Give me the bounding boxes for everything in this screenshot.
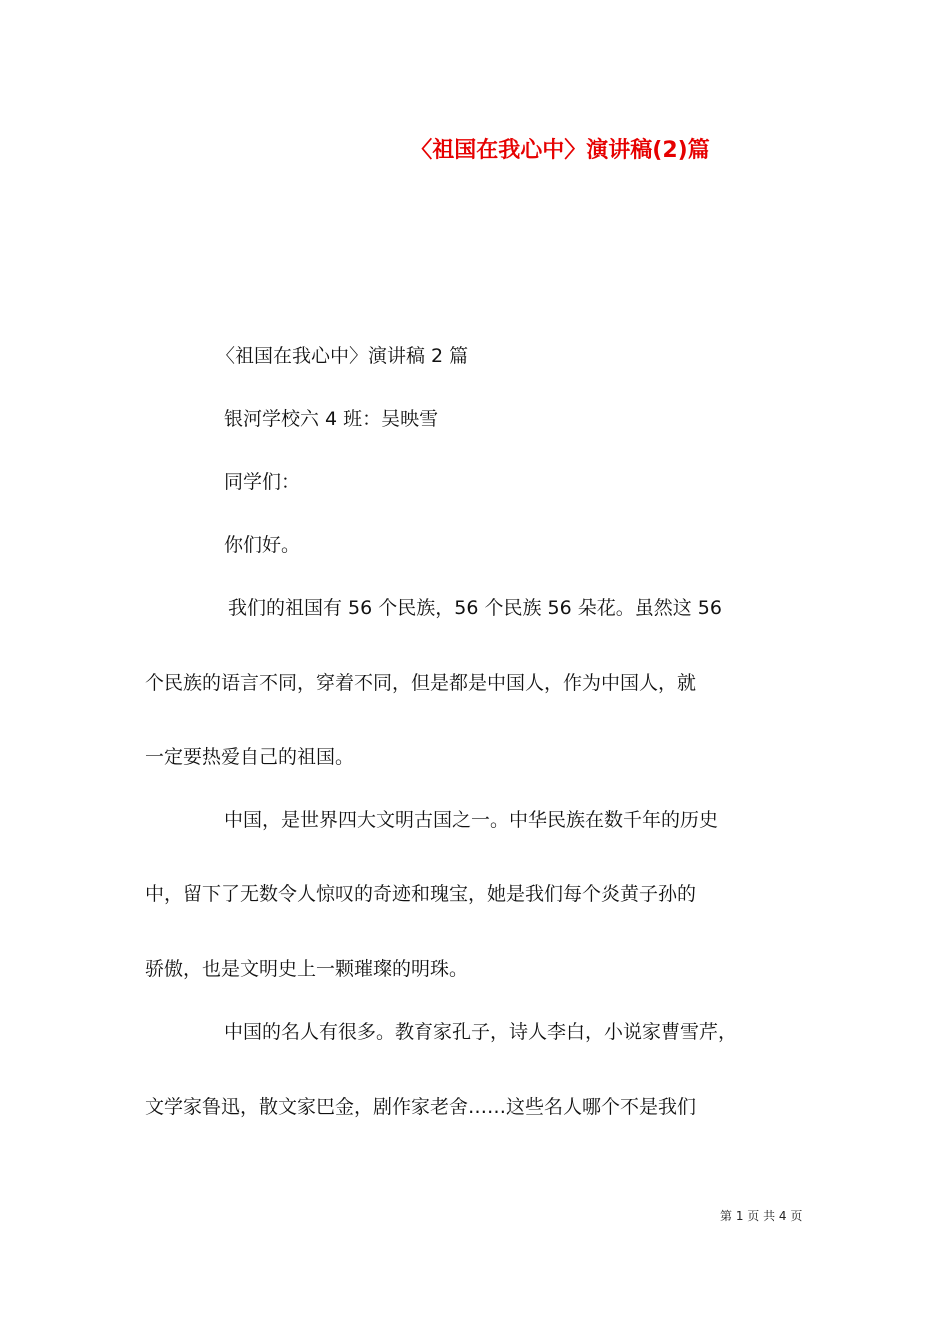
text-line: 银河学校六 4 班：吴映雪 xyxy=(224,408,439,430)
text-line: 中国，是世界四大文明古国之一。中华民族在数千年的历史 xyxy=(224,809,719,831)
text-line: 你们好。 xyxy=(224,534,301,556)
text-line: 同学们： xyxy=(224,471,301,493)
page-number: 第 1 页 共 4 页 xyxy=(720,1209,803,1223)
text-line: 我们的祖国有 56 个民族，56 个民族 56 朵花。虽然这 56 xyxy=(228,597,722,619)
text-line: 中，留下了无数令人惊叹的奇迹和瑰宝，她是我们每个炎黄子孙的 xyxy=(145,883,697,905)
document-title: 〈祖国在我心中〉演讲稿(2)篇 xyxy=(410,138,710,163)
text-line: 个民族的语言不同，穿着不同，但是都是中国人，作为中国人，就 xyxy=(145,672,697,694)
text-line: 骄傲，也是文明史上一颗璀璨的明珠。 xyxy=(145,958,469,980)
text-line: 〈祖国在我心中〉演讲稿 2 篇 xyxy=(216,345,469,367)
text-line: 文学家鲁迅，散文家巴金，剧作家老舍……这些名人哪个不是我们 xyxy=(145,1096,697,1118)
text-line: 中国的名人有很多。教育家孔子，诗人李白，小说家曹雪芹， xyxy=(224,1021,738,1043)
text-line: 一定要热爱自己的祖国。 xyxy=(145,746,355,768)
